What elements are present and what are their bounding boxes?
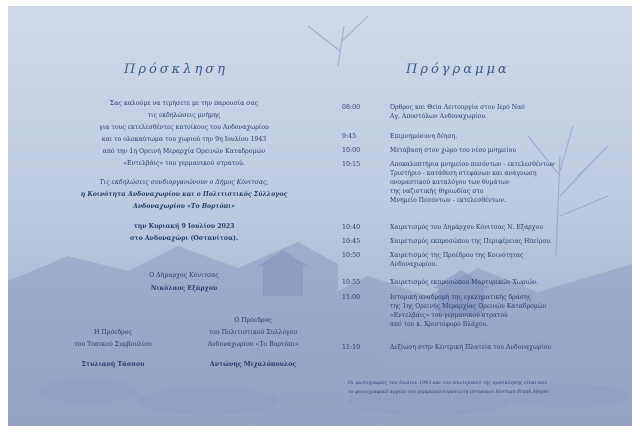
president-title-1: Η Πρόεδρος [94,329,132,336]
program-description-line: Ανδοναχωρίου. [390,261,438,268]
program-description-line: Αποκαλυπτήρια μνημείου πεσόντων - εκτελεσθέντων [390,161,555,168]
president-name: Στυλιανή Τάσσου [81,361,145,368]
program-description-line: Τριστήριο - κατάθεση στεφάνων και ανάγνωση [390,170,537,177]
program-description-line: Ιστορική αναδρομή της εγκληματικής δράσης [390,294,532,301]
program-description-line: Μνημείο Πεσόντων - εκτελεσθέντων. [390,197,506,204]
intro-line-5: από την 1η Ορεινή Μεραρχία Ορεινών Καταδρομών [102,148,266,155]
footnote-line-1: Οι φωτογραφίες του Ιουλίου 1943 και του εσωτερικού της πρόσκλησης είναι από [348,381,548,386]
mayor-title: Ο Δήμαρχος Κόνιτσας [149,272,219,279]
program-time: 10:40 [342,224,361,231]
intro-line-3: για τους εκτελεσθέντες κατοίκους του Ανδοναχωρίου [99,124,269,131]
organizers-line-2: η Κοινότητα Ανδοναχωρίου και ο Πολιτιστικός Σύλλογος [80,191,288,198]
organizers-line-3: Ανδοναχωρίου «Το Βορτόπι» [133,203,235,210]
intro-line-1: Σας καλούμε να τιμήσετε με την παρουσία σας [109,100,259,107]
organizers-line-1: Τις εκδηλώσεις συνδιοργανώνουν ο Δήμος Κόνιτσας, [99,179,269,186]
invitation-title: Πρόσκληση [124,62,228,77]
program-time: 08:00 [342,104,361,111]
program-description-line: Επιμνημόσυνη δέηση. [390,133,458,140]
program-description-line: «Εντελβάις» του γερμανικού στρατού [390,312,508,319]
event-place: στο Ανδοναχώρι (Οστανίτσα). [129,235,239,242]
program-time: 10:15 [342,161,361,168]
program-description-line: Δεξίωση στην Κεντρική Πλατεία του Ανδοναχωρίου [390,344,552,351]
program-time: 10:45 [342,238,361,245]
program-title: Πρόγραμμα [406,62,510,77]
invitation-page [8,6,632,426]
intro-line-6: «Εντελβάις» του γερμανικού στρατού. [123,160,245,167]
program-description-line: Χαιρετισμός της Προέδρου της Κοινότητας [390,252,524,259]
mayor-name: Νικόλαος Εξάρχου [150,285,218,292]
program-description-line: Όρθρος και Θεία Λειτουργία στον Ιερό Ναό [390,104,525,111]
program-description-line: Χαιρετισμός εκπροσώπου της Περιφέρειας Ηπείρου. [390,238,552,245]
program-description-line: της ναζιστικής θηριωδίας στο [390,188,484,195]
program-description-line: της 1ης Ορεινής Μεραρχίας Ορεινών Καταδρομών [390,303,547,310]
event-date: την Κυριακή 9 Ιουλίου 2023 [133,223,235,230]
program-description-line: Χαιρετισμός του Δημάρχου Κόνιτσας Ν. Εξάρχου [390,224,543,231]
program-time: 11:00 [342,294,361,301]
president-title-2: του Τοπικού Συμβουλίου [74,341,152,348]
program-time: 9:45 [342,133,357,140]
intro-line-4: και το ολοκαύτωμα του χωριού την 9η Ιουλίου 1943 [101,136,267,143]
program-description-line: Αγ. Αποστόλων Ανδοναχωρίου. [390,113,487,120]
club-name: Αντώνης Μιχαλόπουλος [209,361,297,368]
club-title-3: Ανδοναχωρίου «Το Βορτόπι» [207,341,299,348]
program-time: 10:50 [342,252,361,259]
program-description-line: από τον κ. Χριστόφορο Βλάχου. [390,321,489,328]
program-description-line: Χαιρετισμός εκπροσώπου Μαρτυρικών Χωριών. [390,279,539,286]
program-time: 11:10 [342,344,361,351]
club-title-2: του Πολιτιστικού Συλλόγου [208,329,298,336]
club-title-1: Ο Πρόεδρος [234,317,272,324]
intro-line-2: τις εκδηλώσεις μνήμης [147,112,221,119]
program-time: 10:55 [342,279,361,286]
program-description-line: ονομαστικού καταλόγου των θυμάτων [390,179,510,186]
program-time: 10:00 [342,147,361,154]
program-description-line: Μετάβαση στον χώρο του νέου μνημείου [390,147,517,154]
footnote-line-2: το φωτογραφικό αρχείο του γερμανού στρατιώτη ιστορικού Herman Frank Meyer. [348,390,550,395]
